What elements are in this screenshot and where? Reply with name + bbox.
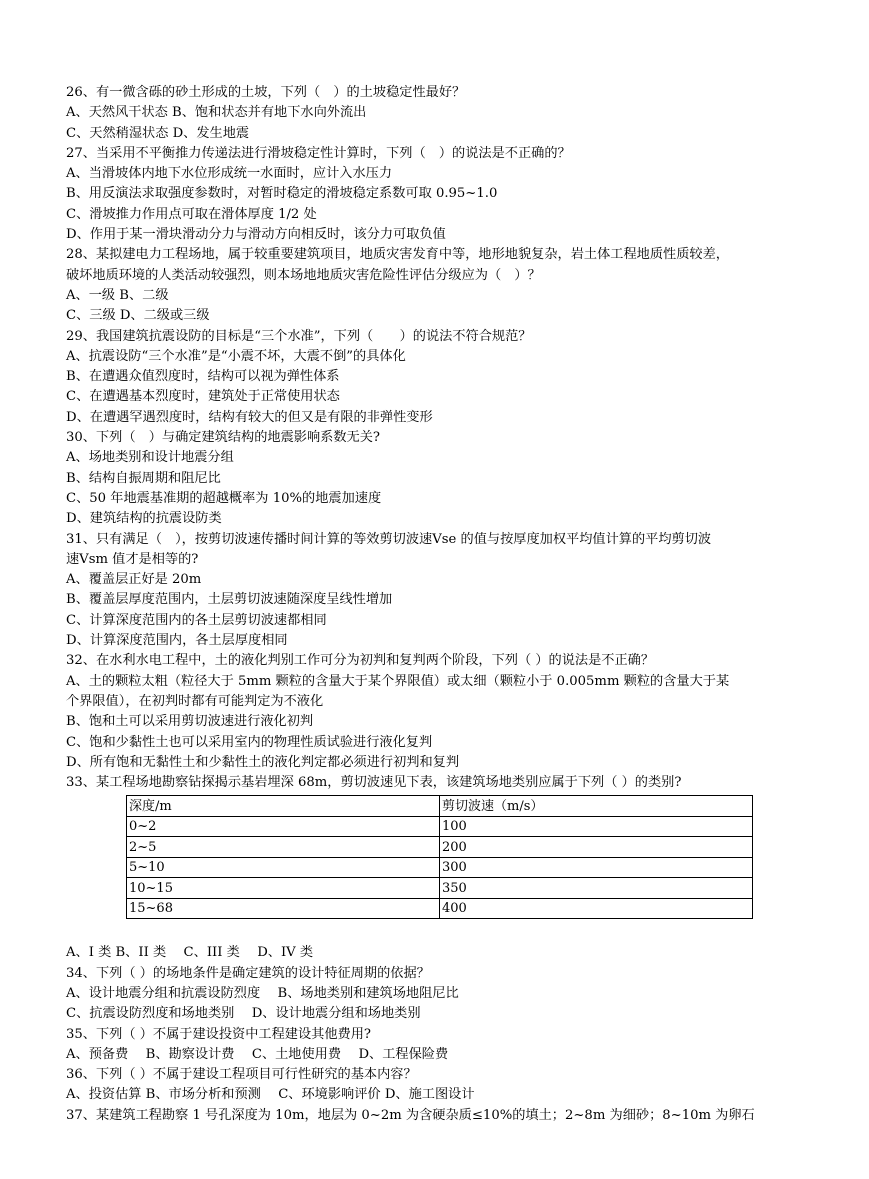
table-cell-velocity: 350 xyxy=(440,878,753,899)
question-text-block-continued xyxy=(66,943,826,1126)
text-line: 30、下列（ ）与确定建筑结构的地震影响系数无关? xyxy=(66,430,380,446)
text-line: A、设计地震分组和抗震设防烈度 B、场地类别和建筑场地阻尼比 xyxy=(66,985,459,1001)
text-line: B、饱和土可以采用剪切波速进行液化初判 xyxy=(66,714,314,730)
document-page xyxy=(66,83,826,1126)
text-line: A、抗震设防“三个水准”是“小震不坏，大震不倒”的具体化 xyxy=(66,348,406,364)
text-line: A、一级 B、二级 xyxy=(66,287,169,303)
text-line: A、预备费 B、勘察设计费 C、土地使用费 D、工程保险费 xyxy=(66,1046,449,1062)
text-line: D、所有饱和无黏性土和少黏性土的液化判定都必须进行初判和复判 xyxy=(66,754,460,770)
text-line: B、用反演法求取强度参数时，对暂时稳定的滑坡稳定系数可取 0.95~1.0 xyxy=(66,186,498,202)
text-line: C、天然稍湿状态 D、发生地震 xyxy=(66,125,250,141)
text-line: 36、下列（ ）不属于建设工程项目可行性研究的基本内容？ xyxy=(66,1067,417,1083)
spacer xyxy=(66,925,826,943)
text-line: C、滑坡推力作用点可取在滑体厚度 1/2 处 xyxy=(66,206,317,222)
shear-wave-velocity-table xyxy=(126,795,753,919)
text-line: 29、我国建筑抗震设防的目标是“三个水准”，下列（ ）的说法不符合规范？ xyxy=(66,328,532,344)
table-row xyxy=(127,878,753,899)
table-cell-velocity: 200 xyxy=(440,837,753,858)
text-line: 28、某拟建电力工程场地，属于较重要建筑项目，地质灾害发育中等，地形地貌复杂，岩土体工程地质性质较差， xyxy=(66,247,729,263)
text-line: 个界限值），在初判时都有可能判定为不液化 xyxy=(66,693,324,709)
table-cell-depth: 10~15 xyxy=(127,878,440,899)
text-line: B、结构自振周期和阻尼比 xyxy=(66,470,221,486)
table-cell-velocity: 300 xyxy=(440,857,753,878)
table-row xyxy=(127,898,753,919)
text-line: 37、某建筑工程勘察 1 号孔深度为 10m，地层为 0~2m 为含硬杂质≤10%的填土；2~8m 为细砂；8~10m 为卵石 xyxy=(66,1107,755,1123)
text-line: B、覆盖层厚度范围内，土层剪切波速随深度呈线性增加 xyxy=(66,592,393,608)
text-line: A、I 类 B、II 类 C、III 类 D、IV 类 xyxy=(66,945,314,961)
text-line: C、饱和少黏性土也可以采用室内的物理性质试验进行液化复判 xyxy=(66,734,433,750)
text-line: C、三级 D、二级或三级 xyxy=(66,308,210,324)
table-cell-depth: 0~2 xyxy=(127,816,440,837)
text-line: 32、在水利水电工程中，土的液化判别工作可分为初判和复判两个阶段，下列（ ）的说法是不正确？ xyxy=(66,653,655,669)
text-line: D、在遭遇罕遇烈度时，结构有较大的但又是有限的非弹性变形 xyxy=(66,409,433,425)
text-line: C、在遭遇基本烈度时，建筑处于正常使用状态 xyxy=(66,389,340,405)
table-header-velocity: 剪切波速（m/s） xyxy=(440,796,753,817)
question-text-block xyxy=(66,83,826,793)
text-line: 26、有一微含砾的砂土形成的土坡，下列（ ）的土坡稳定性最好？ xyxy=(66,85,466,100)
text-line: 33、某工程场地勘察钻探揭示基岩埋深 68m，剪切波速见下表，该建筑场地类别应属于下列（ ）的类别? xyxy=(66,775,682,791)
table-header-depth: 深度/m xyxy=(127,796,440,817)
shear-wave-table-wrapper xyxy=(126,795,826,919)
text-line: A、覆盖层正好是 20m xyxy=(66,572,202,588)
text-line: A、天然风干状态 B、饱和状态并有地下水向外流出 xyxy=(66,105,367,121)
text-line: D、作用于某一滑块滑动分力与滑动方向相反时，该分力可取负值 xyxy=(66,227,446,243)
text-line: 速Vsm 值才是相等的? xyxy=(66,551,199,567)
text-line: 31、只有满足（ ），按剪切波速传播时间计算的等效剪切波速Vse 的值与按厚度加权平均值计算的平均剪切波 xyxy=(66,531,712,547)
table-row xyxy=(127,837,753,858)
text-line: D、计算深度范围内，各土层厚度相同 xyxy=(66,633,288,649)
text-line: B、在遭遇众值烈度时，结构可以视为弹性体系 xyxy=(66,369,340,385)
text-line: C、抗震设防烈度和场地类别 D、设计地震分组和场地类别 xyxy=(66,1006,421,1022)
text-line: 35、下列（ ）不属于建设投资中工程建设其他费用? xyxy=(66,1026,371,1042)
text-line: A、场地类别和设计地震分组 xyxy=(66,450,234,466)
table-row xyxy=(127,857,753,878)
text-line: A、土的颗粒太粗（粒径大于 5mm 颗粒的含量大于某个界限值）或太细（颗粒小于 0.005mm 颗粒的含量大于某 xyxy=(66,673,730,689)
text-line: D、建筑结构的抗震设防类 xyxy=(66,511,222,527)
text-line: A、当滑坡体内地下水位形成统一水面时，应计入水压力 xyxy=(66,166,393,182)
table-cell-velocity: 100 xyxy=(440,816,753,837)
text-line: C、计算深度范围内的各土层剪切波速都相同 xyxy=(66,612,327,628)
text-line: 27、当采用不平衡推力传递法进行滑坡稳定性计算时，下列（ ）的说法是不正确的？ xyxy=(66,145,571,161)
table-cell-depth: 5~10 xyxy=(127,857,440,878)
table-header-row xyxy=(127,796,753,817)
text-line: A、投资估算 B、市场分析和预测 C、环境影响评价 D、施工图设计 xyxy=(66,1087,475,1103)
text-line: 34、下列（ ）的场地条件是确定建筑的设计特征周期的依据？ xyxy=(66,965,430,981)
text-line: 破坏地质环境的人类活动较强烈，则本场地地质灾害危险性评估分级应为（ ）？ xyxy=(66,267,541,283)
table-cell-depth: 2~5 xyxy=(127,837,440,858)
table-cell-depth: 15~68 xyxy=(127,898,440,919)
table-row xyxy=(127,816,753,837)
text-line: C、50 年地震基准期的超越概率为 10%的地震加速度 xyxy=(66,490,382,506)
table-cell-velocity: 400 xyxy=(440,898,753,919)
